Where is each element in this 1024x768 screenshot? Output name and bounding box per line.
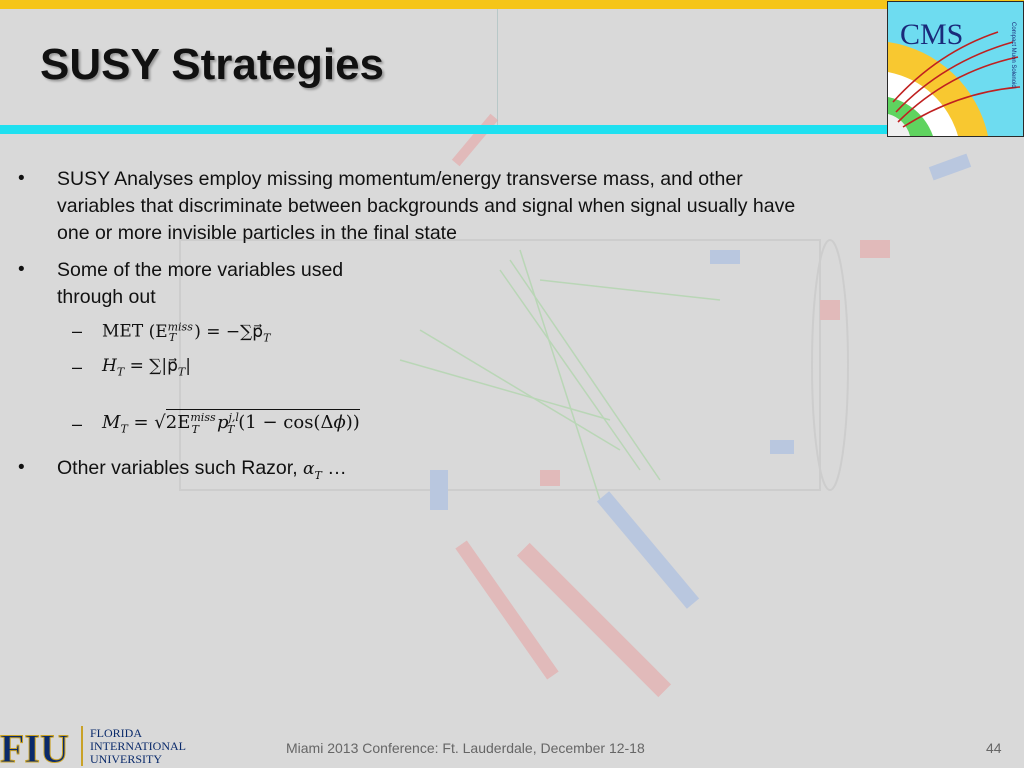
bullet-text-3: Other variables such Razor, $\alpha_T$ … xyxy=(57,457,347,482)
bullet-line: SUSY Analyses employ missing momentum/energy transverse mass, and other xyxy=(57,168,743,190)
bullet-line: Some of the more variables used xyxy=(57,259,344,281)
page-number: 44 xyxy=(986,740,1002,756)
dash-glyph: – xyxy=(72,321,83,341)
formula-mt: $M_T = √2E^{miss}_T$ $p^{j,l}_T$ (1 − cos(Δϕ)) xyxy=(102,411,360,436)
bullet-glyph: • xyxy=(18,259,25,280)
bullet-glyph: • xyxy=(18,168,25,189)
bullet-text-2 xyxy=(57,257,343,311)
cms-logo-text: CMS xyxy=(900,18,964,51)
fiu-logo-line: INTERNATIONAL xyxy=(90,739,186,753)
formula-label: M xyxy=(102,412,121,433)
fiu-logo-line: UNIVERSITY xyxy=(90,752,162,766)
bullet-text-1 xyxy=(57,166,795,247)
formula-met xyxy=(102,320,270,344)
dash-glyph: – xyxy=(72,357,83,377)
fiu-logo-main: FIU xyxy=(0,726,69,768)
formula-label: MET xyxy=(102,321,144,342)
fiu-logo xyxy=(0,722,210,768)
formula-ht: $H_T$ = $\sum|p⃗_T|$ xyxy=(102,356,191,379)
bullet-line: one or more invisible particles in the final state xyxy=(57,222,457,244)
formula-label: H xyxy=(102,356,117,376)
slide-title: SUSY Strategies xyxy=(40,40,385,89)
bullet-line: through out xyxy=(57,286,156,308)
bullet-glyph: • xyxy=(18,457,25,478)
bullet-line: Other variables such Razor, xyxy=(57,457,304,479)
dash-glyph: – xyxy=(72,414,83,434)
cms-logo-subtext: Compact Muon Solenoid xyxy=(1010,22,1016,88)
fiu-logo-line: FLORIDA xyxy=(90,726,143,740)
bullet-line: variables that discriminate between backgrounds and signal when signal usually have xyxy=(57,195,796,217)
formula-part: ($E^{miss}_T$ ) = $-\sum p⃗_T$ xyxy=(148,320,271,345)
footer-text: Miami 2013 Conference: Ft. Lauderdale, December 12-18 xyxy=(286,740,645,756)
